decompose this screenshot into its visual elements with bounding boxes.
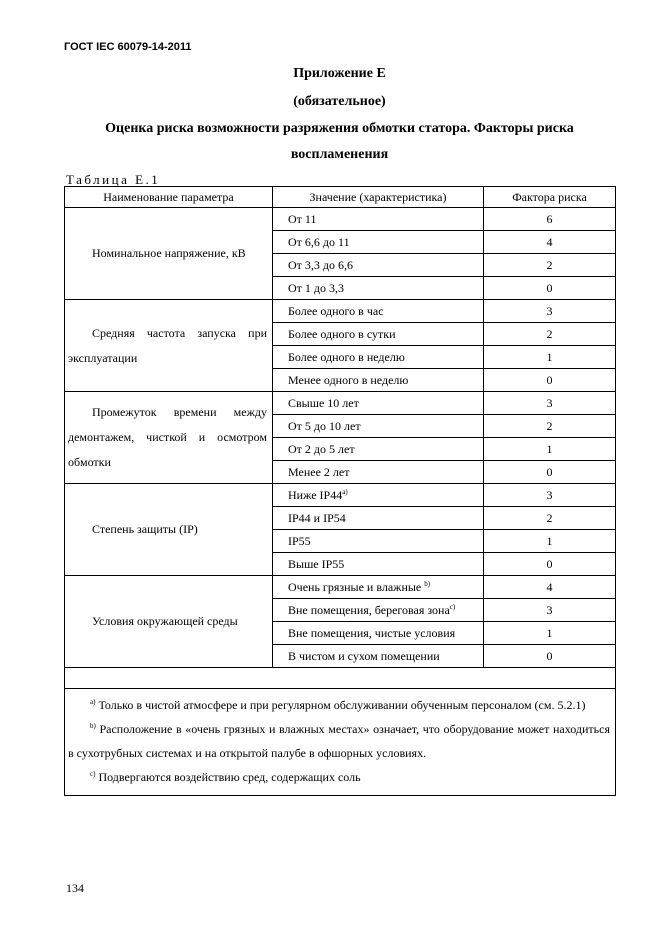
parameter-text: Условия окружающей среды xyxy=(92,614,238,628)
risk-cell: 0 xyxy=(484,369,616,392)
risk-cell: 3 xyxy=(484,392,616,415)
value-cell: Выше IP55 xyxy=(273,553,484,576)
parameter-cell xyxy=(65,392,273,484)
value-cell: От 1 до 3,3 xyxy=(273,277,484,300)
risk-cell: 2 xyxy=(484,323,616,346)
risk-cell: 3 xyxy=(484,484,616,507)
footnote-a: $^{a)}$ Только в чистой атмосфере и при регулярном обслуживании обученным персоналом (см. 5.2.1) xyxy=(90,698,586,712)
appendix-status: (обязательное) xyxy=(293,94,386,109)
risk-cell: 3 xyxy=(484,300,616,323)
risk-cell: 0 xyxy=(484,277,616,300)
parameter-text: Номинальное напряжение, кВ xyxy=(92,246,246,260)
value-cell: Вне помещения, береговая зона$^{c)}$ xyxy=(273,599,484,622)
risk-cell: 0 xyxy=(484,645,616,668)
empty-row xyxy=(65,668,616,689)
value-cell: Менее одного в неделю xyxy=(273,369,484,392)
parameter-text: Промежуток времени между демонтажем, чисткой и осмотром обмотки xyxy=(68,405,267,469)
footnote-marker: a) xyxy=(342,487,348,496)
heading-line-2: воспламенения xyxy=(290,147,389,162)
parameter-text: Средняя частота запуска при эксплуатации xyxy=(68,325,267,365)
value-cell: Более одного в сутки xyxy=(273,323,484,346)
value-cell: От 6,6 до 11 xyxy=(273,231,484,254)
table-label: Таблица Е.1 xyxy=(66,172,161,187)
value-cell: Ниже IP44$^{a)}$ xyxy=(273,484,484,507)
footnote-marker: c) xyxy=(449,602,456,611)
notes-row xyxy=(65,689,616,796)
table-row xyxy=(65,392,616,415)
risk-cell: 6 xyxy=(484,208,616,231)
document-code: ГОСТ IEC 60079-14-2011 xyxy=(64,41,192,53)
value-cell: От 2 до 5 лет xyxy=(273,438,484,461)
risk-cell: 1 xyxy=(484,346,616,369)
value-cell: От 5 до 10 лет xyxy=(273,415,484,438)
page-number: 134 xyxy=(66,881,84,895)
value-cell: От 11 xyxy=(273,208,484,231)
value-cell: В чистом и сухом помещении xyxy=(273,645,484,668)
risk-cell: 0 xyxy=(484,461,616,484)
parameter-cell xyxy=(65,484,273,576)
value-cell: От 3,3 до 6,6 xyxy=(273,254,484,277)
value-cell: Более одного в час xyxy=(273,300,484,323)
value-cell: Более одного в неделю xyxy=(273,346,484,369)
risk-cell: 3 xyxy=(484,599,616,622)
risk-cell: 2 xyxy=(484,507,616,530)
heading-line-1: Оценка риска возможности разряжения обмотки статора. Факторы риска xyxy=(105,121,574,136)
risk-cell: 2 xyxy=(484,254,616,277)
parameter-cell xyxy=(65,576,273,668)
footnote-marker: b) xyxy=(90,722,96,730)
table-row xyxy=(65,208,616,231)
value-cell: IP44 и IP54 xyxy=(273,507,484,530)
table-row xyxy=(65,300,616,323)
risk-cell: 2 xyxy=(484,415,616,438)
footnote-b: $^{b)}$ Расположение в «очень грязных и влажных местах» означает, что оборудование может находиться в сухотрубных системах и на открытой палубе в офшорных условиях. xyxy=(68,722,610,760)
value-cell: Менее 2 лет xyxy=(273,461,484,484)
table-row xyxy=(65,484,616,507)
header-value: Значение (характеристика) xyxy=(273,187,484,208)
value-cell: Свыше 10 лет xyxy=(273,392,484,415)
risk-cell: 4 xyxy=(484,576,616,599)
footnote-marker: b) xyxy=(424,579,431,588)
footnote-c: $^{c)}$ Подвергаются воздействию сред, содержащих соль xyxy=(90,770,361,784)
table-header-row xyxy=(65,187,616,208)
table-row xyxy=(65,576,616,599)
risk-cell: 4 xyxy=(484,231,616,254)
header-risk: Фактора риска xyxy=(484,187,616,208)
footnote-marker: a) xyxy=(90,698,96,706)
risk-cell: 1 xyxy=(484,438,616,461)
risk-cell: 0 xyxy=(484,553,616,576)
value-cell: Вне помещения, чистые условия xyxy=(273,622,484,645)
risk-factor-table xyxy=(64,186,616,796)
footnote-marker: c) xyxy=(90,770,96,778)
value-cell: Очень грязные и влажные $^{b)}$ xyxy=(273,576,484,599)
risk-cell: 1 xyxy=(484,530,616,553)
header-parameter: Наименование параметра xyxy=(65,187,273,208)
parameter-text: Степень защиты (IP) xyxy=(92,522,198,536)
appendix-title: Приложение Е xyxy=(293,66,386,81)
risk-cell: 1 xyxy=(484,622,616,645)
notes-cell xyxy=(65,689,616,796)
parameter-cell xyxy=(65,300,273,392)
parameter-cell xyxy=(65,208,273,300)
value-cell: IP55 xyxy=(273,530,484,553)
